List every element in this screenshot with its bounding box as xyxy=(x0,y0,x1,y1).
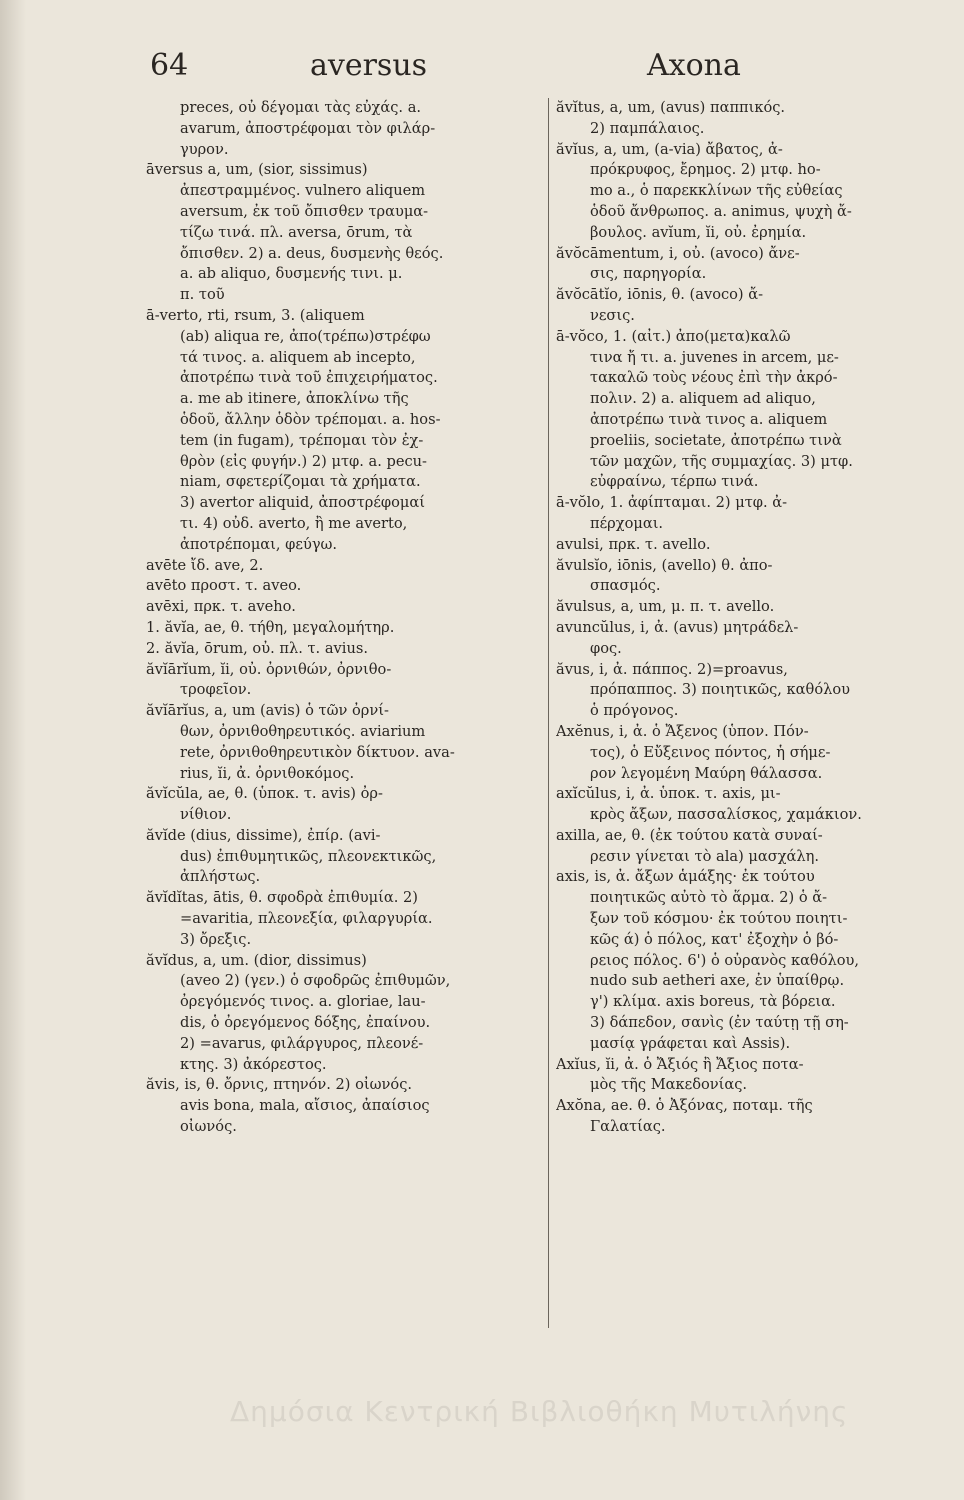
dictionary-line: ăvulsĭo, iōnis, (avello) θ. ἀπο- xyxy=(556,556,773,574)
dictionary-line: avis bona, mala, αἴσιος, ἀπαίσιος xyxy=(180,1097,430,1115)
dictionary-line: 3) δάπεδον, σανὶς (ἐν ταύτῃ τῇ ση- xyxy=(590,1014,849,1032)
dictionary-line: Axŏna, ae. θ. ὁ Ἀξόνας, ποταμ. τῆς xyxy=(556,1097,813,1115)
dictionary-line: ăvĭārĭus, a, um (avis) ὁ τῶν ὀρνί- xyxy=(146,702,389,720)
dictionary-line: ἀποτρέπω τινὰ τινος a. aliquem xyxy=(590,410,828,428)
dictionary-line: (aveo 2) (γεν.) ὁ σφοδρῶς ἐπιθυμῶν, xyxy=(180,972,451,990)
dictionary-line: βουλος. avĭum, ĭi, οὐ. ἐρημία. xyxy=(590,223,807,241)
dictionary-line: tem (in fugam), τρέπομαι τὸν ἐχ- xyxy=(180,431,424,449)
dictionary-line: ὁδοῦ ἄνθρωπος. a. animus, ψυχὴ ἄ- xyxy=(590,202,852,220)
dictionary-line: πέρχομαι. xyxy=(590,514,664,532)
library-watermark: Δημόσια Κεντρική Βιβλιοθήκη Μυτιλήνης xyxy=(230,1395,849,1428)
dictionary-line: π. τοῦ xyxy=(180,286,225,304)
dictionary-line: ăvĭdĭtas, ātis, θ. σφοδρὰ ἐπιθυμία. 2) xyxy=(146,889,418,907)
dictionary-line: κρὸς ἄξων, πασσαλίσκος, χαμάκιον. xyxy=(590,806,862,824)
dictionary-line: ăvis, is, θ. ὄρνις, πτηνόν. 2) οἰωνός. xyxy=(146,1076,413,1094)
dictionary-line: μὸς τῆς Μακεδονίας. xyxy=(590,1076,748,1094)
dictionary-line: ἀποτρέπω τινὰ τοῦ ἐπιχειρήματος. xyxy=(180,369,438,387)
dictionary-line: τίζω τινά. πλ. aversa, ōrum, τὰ xyxy=(180,223,413,241)
dictionary-line: Axĭus, ĭi, ἀ. ὁ Ἄξιός ἢ Ἄξιος ποτα- xyxy=(556,1055,804,1073)
dictionary-line: Γαλατίας. xyxy=(590,1118,666,1136)
dictionary-line: ăvŏcāmentum, i, οὐ. (avoco) ἄνε- xyxy=(556,244,800,262)
dictionary-line: 2) =avarus, φιλάργυρος, πλεονέ- xyxy=(180,1034,424,1052)
dictionary-line: ā-vŏco, 1. (αἰτ.) ἀπο(μετα)καλῶ xyxy=(556,327,791,345)
dictionary-line: a. me ab itinere, ἀποκλίνω τῆς xyxy=(180,390,409,408)
dictionary-line: τροφεῖον. xyxy=(180,681,252,699)
dictionary-line: ăvus, i, ἀ. πάππος. 2)=proavus, xyxy=(556,660,788,678)
dictionary-line: ăvulsus, a, um, μ. π. τ. avello. xyxy=(556,598,775,616)
dictionary-line: τινα ἤ τι. a. juvenes in arcem, με- xyxy=(590,348,839,366)
dictionary-line: avēte ἴδ. ave, 2. xyxy=(146,556,264,574)
dictionary-line: γυρον. xyxy=(180,140,229,158)
dictionary-line: =avaritia, πλεονεξία, φιλαργυρία. xyxy=(180,910,433,928)
dictionary-line: a. ab aliquo, δυσμενής τινι. μ. xyxy=(180,265,403,283)
dictionary-line: niam, σφετερίζομαι τὰ χρήματα. xyxy=(180,473,421,491)
dictionary-line: mo a., ὁ παρεκκλίνων τῆς εὐθείας xyxy=(590,182,843,200)
dictionary-line: axĭcŭlus, i, ἀ. ὑποκ. τ. axis, μι- xyxy=(556,785,781,803)
dictionary-line: τος), ὁ Εὔξεινος πόντος, ἡ σήμε- xyxy=(590,743,831,761)
dictionary-line: ἀπεστραμμένος. vulnero aliquem xyxy=(180,182,426,200)
right-column xyxy=(556,98,934,1138)
book-spine-shadow xyxy=(0,0,26,1500)
dictionary-line: 3) avertor aliquid, ἀποστρέφομαί xyxy=(180,494,425,512)
dictionary-line: σπασμός. xyxy=(590,577,661,595)
dictionary-line: νεσις. xyxy=(590,306,635,324)
dictionary-line: rius, ĭi, ἀ. ὀρνιθοκόμος. xyxy=(180,764,355,782)
dictionary-line: 2. ăvĭa, ōrum, οὐ. πλ. τ. avius. xyxy=(146,639,368,657)
dictionary-line: aversum, ἐκ τοῦ ὄπισθεν τραυμα- xyxy=(180,202,429,220)
dictionary-line: proeliis, societate, ἀποτρέπω τινὰ xyxy=(590,431,842,449)
dictionary-line: axilla, ae, θ. (ἐκ τούτου κατὰ συναί- xyxy=(556,826,823,844)
left-column xyxy=(146,98,541,1138)
dictionary-line: ā-verto, rti, rsum, 3. (aliquem xyxy=(146,306,365,324)
dictionary-line: εὐφραίνω, τέρπω τινά. xyxy=(590,473,759,491)
dictionary-line: ăvĭārĭum, ĭi, οὐ. ὀρνιθών, ὀρνιθο- xyxy=(146,660,392,678)
dictionary-line: σις, παρηγορία. xyxy=(590,265,707,283)
dictionary-line: ăvĭtus, a, um, (avus) παππικός. xyxy=(556,99,786,116)
dictionary-line: φος. xyxy=(590,639,622,657)
dictionary-line: Axĕnus, i, ἀ. ὁ Ἄξενος (ὑπον. Πόν- xyxy=(556,722,809,740)
dictionary-line: τι. 4) οὐδ. averto, ἢ me averto, xyxy=(180,514,408,532)
dictionary-line: 3) ὄρεξις. xyxy=(180,930,252,948)
dictionary-line: πρόκρυφος, ἔρημος. 2) μτφ. ho- xyxy=(590,161,821,179)
dictionary-line: ρον λεγομένη Μαύρη θάλασσα. xyxy=(590,764,823,782)
dictionary-line: πρόπαππος. 3) ποιητικῶς, καθόλου xyxy=(590,681,851,699)
dictionary-line: ὁδοῦ, ἄλλην ὁδὸν τρέπομαι. a. hos- xyxy=(180,410,441,428)
dictionary-line: πολιν. 2) a. aliquem ad aliquo, xyxy=(590,390,816,408)
dictionary-line: κῶς ά) ὁ πόλος, κατ' ἐξοχὴν ὁ βό- xyxy=(590,930,839,948)
dictionary-line: ăvĭde (dius, dissime), ἐπίρ. (avi- xyxy=(146,826,381,844)
dictionary-line: ăvĭdus, a, um. (dior, dissimus) xyxy=(146,951,367,969)
dictionary-line: ăvŏcātĭo, iōnis, θ. (avoco) ἄ- xyxy=(556,286,764,304)
dictionary-line: ăvĭus, a, um, (a-via) ἄβατος, ἀ- xyxy=(556,140,783,158)
dictionary-line: ἀποτρέπομαι, φεύγω. xyxy=(180,535,338,553)
dictionary-line: θρὸν (εἰς φυγήν.) 2) μτφ. a. pecu- xyxy=(180,452,427,470)
dictionary-line: τά τινος. a. aliquem ab incepto, xyxy=(180,348,416,366)
dictionary-line: āversus a, um, (sior, sissimus) xyxy=(146,161,368,179)
dictionary-line: θων, ὀρνιθοθηρευτικός. aviarium xyxy=(180,722,426,740)
dictionary-line: 2) παμπάλαιος. xyxy=(590,119,705,137)
dictionary-line: ρεσιν γίνεται τὸ ala) μασχάλη. xyxy=(590,847,820,865)
dictionary-line: avulsi, πρκ. τ. avello. xyxy=(556,535,711,553)
page-header xyxy=(150,48,800,98)
dictionary-line: ὀρεγόμενός τινος. a. gloriae, lau- xyxy=(180,993,426,1011)
dictionary-line: οἰωνός. xyxy=(180,1118,237,1136)
dictionary-line: ὄπισθεν. 2) a. deus, δυσμενὴς θεός. xyxy=(180,244,444,262)
left-guide-word: aversus xyxy=(310,48,428,83)
dictionary-line: ποιητικῶς αὐτὸ τὸ ἅρμα. 2) ὁ ἄ- xyxy=(590,889,828,907)
dictionary-line: dus) ἐπιθυμητικῶς, πλεονεκτικῶς, xyxy=(180,847,437,865)
dictionary-line: ρειος πόλος. 6') ὁ οὐρανὸς καθόλου, xyxy=(590,951,860,969)
dictionary-line: τῶν μαχῶν, τῆς συμμαχίας. 3) μτφ. xyxy=(590,452,853,470)
page-number: 64 xyxy=(150,48,189,83)
dictionary-line: ὁ πρόγονος. xyxy=(590,702,679,720)
dictionary-line: avēto προστ. τ. aveo. xyxy=(146,577,302,595)
dictionary-line: axis, is, ἀ. ἄξων ἁμάξης· ἐκ τούτου xyxy=(556,868,815,886)
right-guide-word: Axona xyxy=(647,48,741,83)
dictionary-line: preces, οὐ δέγομαι τὰς εὐχάς. a. xyxy=(180,99,422,116)
dictionary-line: 1. ăvĭa, ae, θ. τήθη, μεγαλομήτηρ. xyxy=(146,618,395,636)
dictionary-line: nudo sub aetheri axe, ἐν ὑπαίθρῳ. xyxy=(590,972,845,990)
dictionary-line: dis, ὁ ὀρεγόμενος δόξης, ἐπαίνου. xyxy=(180,1014,431,1032)
column-divider xyxy=(548,98,549,1328)
dictionary-line: avēxi, πρκ. τ. aveho. xyxy=(146,598,296,616)
dictionary-line: τακαλῶ τοὺς νέους ἐπὶ τὴν ἀκρό- xyxy=(590,369,838,387)
dictionary-line: γ') κλίμα. axis boreus, τὰ βόρεια. xyxy=(590,993,836,1011)
dictionary-line: νίθιον. xyxy=(180,806,232,824)
dictionary-line: κτης. 3) ἀκόρεστος. xyxy=(180,1055,327,1073)
dictionary-line: rete, ὀρνιθοθηρευτικὸν δίκτυον. ava- xyxy=(180,743,455,761)
dictionary-line: (ab) aliqua re, ἀπο(τρέπω)στρέφω xyxy=(180,327,431,345)
dictionary-line: ā-vŏlo, 1. ἀφίπταμαι. 2) μτφ. ἀ- xyxy=(556,494,788,512)
dictionary-line: ἀπλήστως. xyxy=(180,868,261,886)
dictionary-line: μασίᾳ γράφεται καὶ Assis). xyxy=(590,1034,791,1052)
dictionary-line: avuncŭlus, i, ἀ. (avus) μητράδελ- xyxy=(556,618,799,636)
dictionary-line: avarum, ἀποστρέφομαι τὸν φιλάρ- xyxy=(180,119,436,137)
dictionary-line: ξων τοῦ κόσμου· ἐκ τούτου ποιητι- xyxy=(590,910,848,928)
dictionary-line: ăvĭcŭla, ae, θ. (ὑποκ. τ. avis) ὀρ- xyxy=(146,785,383,803)
